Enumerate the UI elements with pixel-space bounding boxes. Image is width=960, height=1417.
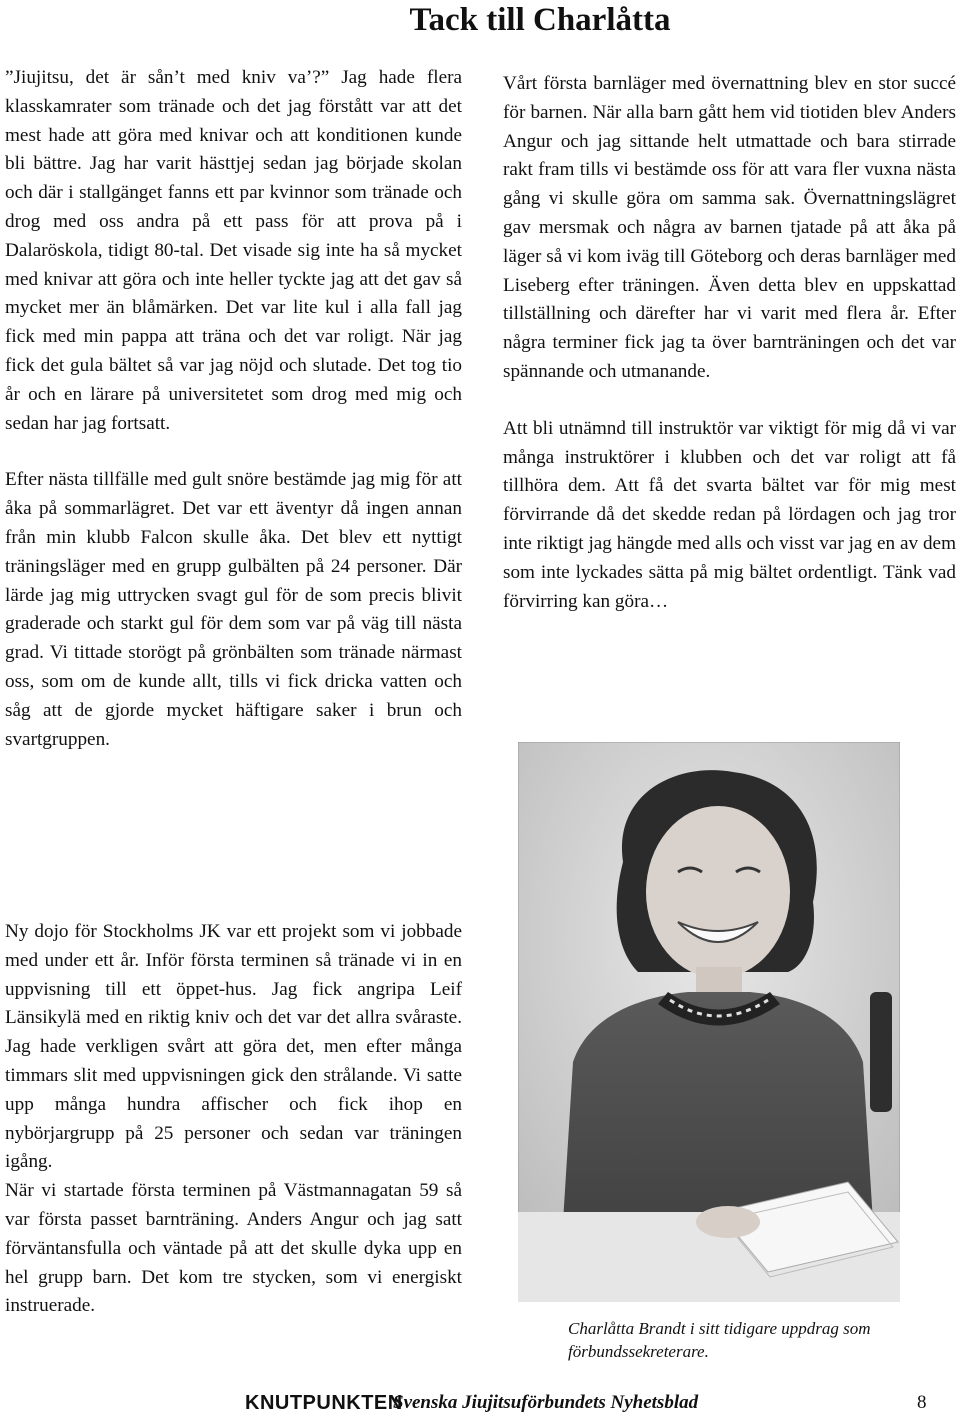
paragraph: Efter nästa tillfälle med gult snöre bestämde jag mig för att åka på sommarlägret. Det var ett äventyr då ingen annan från min klubb Falcon skulle åka. Det blev ett nyttigt träningsläger med en grupp gulbälten på 24 personer. Där lärde jag mig uttrycken svagt gul för de som precis blivit graderade och starkt gul för dem som var på väg till nästa grad. Vi tittade storögt på grönbälten som tränade närmast oss, som om de kunde allt, tills vi fick dricka vatten och såg att de gjorde mycket häftigare saker i brun och svartgruppen. — [5, 469, 462, 750]
paragraph: När vi startade första terminen på Västmannagatan 59 så var första passet barnträning. Anders Angur och jag satt förväntansfulla och väntade på att det skulle dyka upp en hel grupp barn. Det kom tre stycken, som vi energiskt instruerade. — [5, 1180, 462, 1317]
photo-caption: Charlåtta Brandt i sitt tidigare uppdrag som förbundssekreterare. — [568, 1319, 871, 1361]
paragraph: Ny dojo för Stockholms JK var ett projekt som vi jobbade med under ett år. Inför första terminen så tränade vi in en uppvisning till ett öppet-hus. Jag fick angripa Leif Länsikylä med en riktig kniv och det var det allra svåraste. Jag hade verkligen svårt att göra det, men efter många timmars slit med uppvisningen gick den strålande. Vi satte upp många hundra affischer och fick ihop en nybörjargrupp på 25 personer och sedan var träningen igång. — [5, 921, 462, 1173]
page-number: 8 — [917, 1392, 927, 1413]
right-column — [503, 70, 956, 616]
paragraph: Att bli utnämnd till instruktör var viktigt för mig då vi var många instruktörer i klubben och det var roligt att få tillhöra dem. Att få det svarta bältet var för mig mest förvirrande då det skedde redan på lördagen och jag tror inte riktigt jag hängde med alls och visst var jag en av dem som inte lyckades sätta på mig bältet ordentligt. Tänk vad förvirring kan göra… — [503, 417, 956, 612]
left-column-top — [5, 64, 462, 754]
footer-subtitle: Svenska Jiujitsuförbundets Nyhetsblad — [393, 1392, 699, 1413]
portrait-photo — [518, 742, 900, 1302]
paragraph: ”Jiujitsu, det är sån’t med kniv va’?” Jag hade flera klasskamrater som tränade och det jag förstått var att det mest hade att göra med knivar och att konditionen kunde bli bättre. Jag har varit hästtjej sedan jag började skolan och där i stallgänget fanns ett par kvinnor som tränade och drog med oss andra på ett pass för att prova på i Dalaröskola, tidigt 80-tal. Det visade sig inte ha så mycket med knivar att göra och inte heller tyckte jag att det gav så mycket mer än blåmärken. Det var lite kul i alla fall jag fick med min pappa att träna och det var roligt. När jag fick det gula bältet så var jag nöjd och slutade. Det tog tio år och en lärare på universitetet som drog med mig och sedan har jag fortsatt. — [5, 67, 462, 434]
paragraph: Vårt första barnläger med övernattning blev en stor succé för barnen. När alla barn gått hem vid tiotiden blev Anders Angur och jag sittande helt utmattade och bara stirrade rakt fram tills vi bestämde oss för att vara fler vuxna nästa gång vi skulle göra om samma sak. Övernattningslägret gav mersmak och några av barnen tjatade på att åka på läger så vi kom iväg till Göteborg och deras barnläger med Liseberg efter träningen. Även detta blev en uppskattad tillställning och därefter har vi varit med flera år. Efter några terminer fick jag ta över barnträningen och det var spännande och utmanande. — [503, 73, 956, 382]
footer — [0, 1390, 960, 1416]
footer-brand: KNUTPUNKTEN — [245, 1392, 403, 1414]
left-column-bottom — [5, 918, 462, 1321]
article-title: Tack till Charlåtta — [409, 2, 671, 38]
